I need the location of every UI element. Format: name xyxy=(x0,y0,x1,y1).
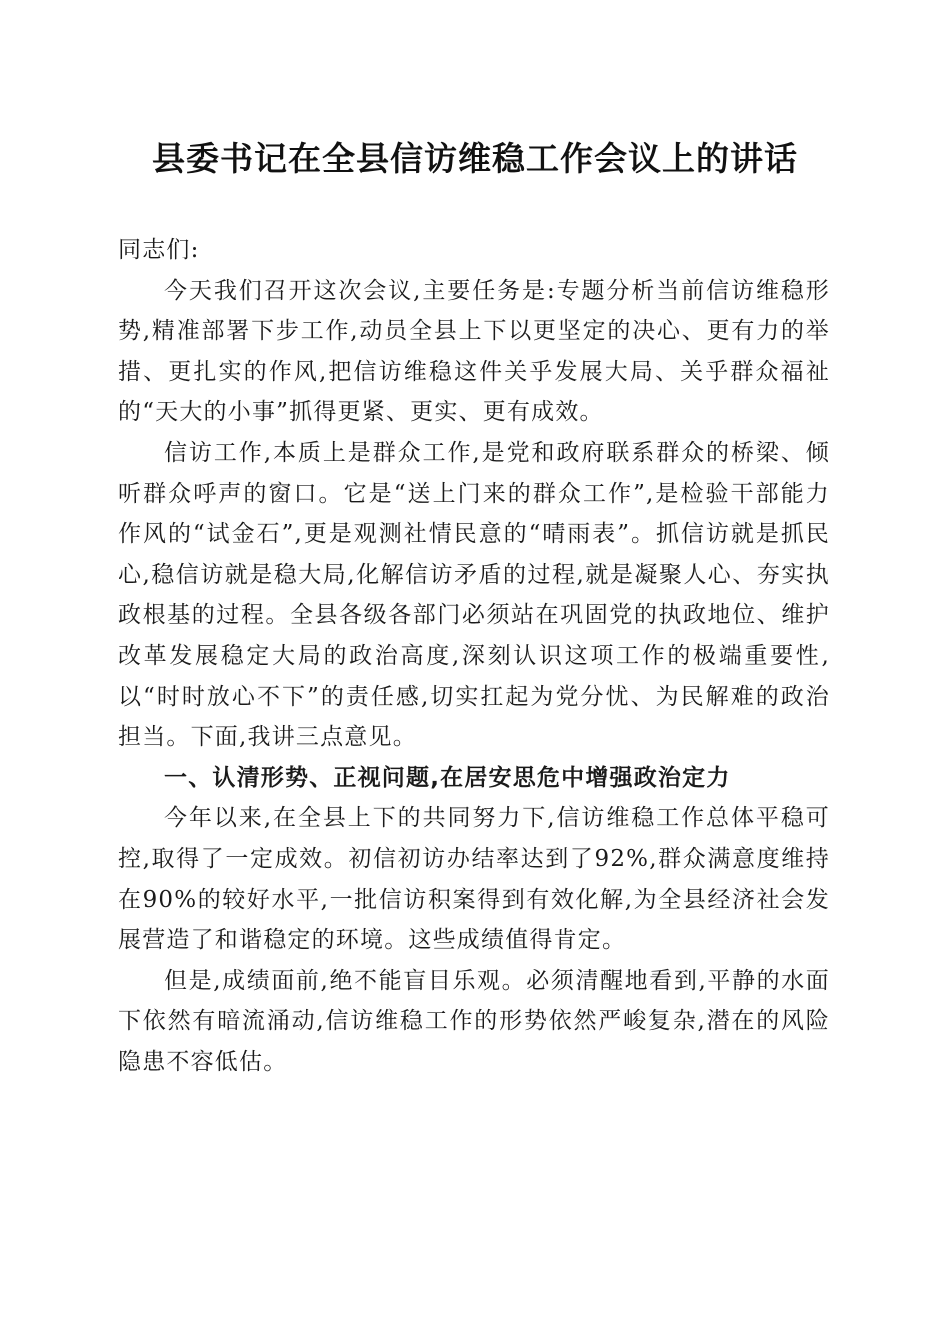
section-heading: 一、认清形势、正视问题,在居安思危中增强政治定力 xyxy=(164,764,731,791)
paragraph-importance: 信访工作,本质上是群众工作,是党和政府联系群众的桥梁、倾听群众呼声的窗口。它是“送上门来的群众工作”,是检验干部能力作风的“试金石”,更是观测社情民意的“晴雨表”。抓信访就是抓民心,稳信访就是稳大局,化解信访矛盾的过程,就是凝聚人心、夯实执政根基的过程。全县各级各部门必须站在巩固党的执政地位、维护改革发展稳定大局的政治高度,深刻认识这项工作的极端重要性,以“时时放心不下”的责任感,切实扛起为党分忧、为民解难的政治担当。下面,我讲三点意见。 xyxy=(118,439,830,751)
document-title: 县委书记在全县信访维稳工作会议上的讲话 xyxy=(152,139,798,178)
paragraph-achievements: 今年以来,在全县上下的共同努力下,信访维稳工作总体平稳可控,取得了一定成效。初信初访办结率达到了92%,群众满意度维持在90%的较好水平,一批信访积案得到有效化解,为全县经济社会发展营造了和谐稳定的环境。这些成绩值得肯定。 xyxy=(118,805,830,954)
paragraph-opening: 今天我们召开这次会议,主要任务是:专题分析当前信访维稳形势,精准部署下步工作,动员全县上下以更坚定的决心、更有力的举措、更扎实的作风,把信访维稳这件关乎发展大局、关乎群众福祉的“天大的小事”抓得更紧、更实、更有成效。 xyxy=(118,277,830,426)
document-body xyxy=(118,230,830,1082)
salutation: 同志们: xyxy=(118,237,200,263)
paragraph-risks: 但是,成绩面前,绝不能盲目乐观。必须清醒地看到,平静的水面下依然有暗流涌动,信访维稳工作的形势依然严峻复杂,潜在的风险隐患不容低估。 xyxy=(118,967,830,1075)
